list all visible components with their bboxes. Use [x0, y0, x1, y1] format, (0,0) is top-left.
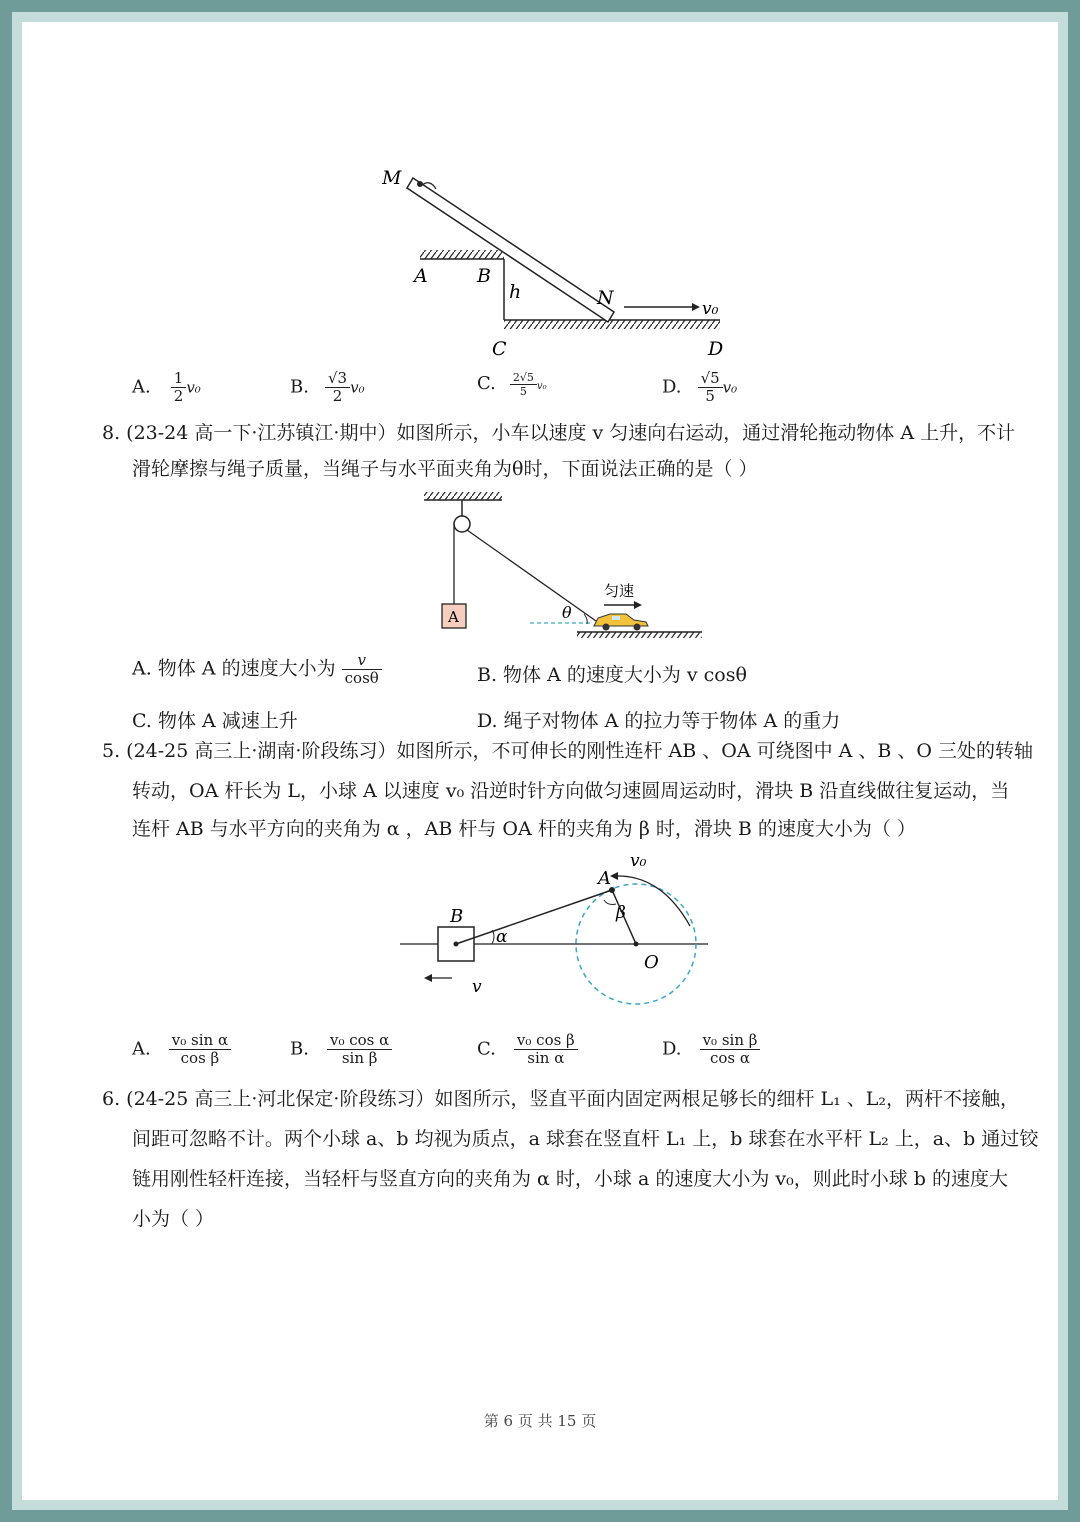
q7-option-a[interactable]: A. $\frac{1}{2}$ v₀	[132, 369, 201, 405]
q6-stem-line3: 链用刚性轻杆连接，当轻杆与竖直方向的夹角为 α 时，小球 a 的速度大小为 v₀，则此时小球 b 的速度大	[132, 1168, 1008, 1190]
q7-option-d[interactable]: D. $\frac{√5}{5}$ v₀	[662, 369, 738, 405]
label-A: A	[414, 265, 428, 287]
svg-text:β: β	[616, 903, 626, 923]
q8-option-a[interactable]: A. 物体 A 的速度大小为 $\frac{v}{\cos\theta}$	[132, 652, 382, 687]
svg-text:匀速: 匀速	[604, 582, 635, 600]
label-h: h	[509, 281, 522, 303]
linkage-figure	[392, 846, 722, 1026]
q5-option-a[interactable]: A. $\frac{\text{v₀ sin α}}{\text{cos β}}$	[132, 1032, 231, 1067]
svg-text:A: A	[598, 868, 611, 889]
pulley	[454, 516, 470, 532]
label-B: B	[477, 265, 491, 287]
document-page	[22, 22, 1058, 1500]
pulley-figure	[412, 488, 702, 638]
q5-option-c[interactable]: C. $\frac{\text{v₀ cos β}}{\text{sin α}}$	[477, 1032, 578, 1067]
q5-option-d[interactable]: D. $\frac{\text{v₀ sin β}}{\text{cos α}}$	[662, 1032, 760, 1067]
q5-stem-line2: 转动，OA 杆长为 L，小球 A 以速度 v₀ 沿逆时针方向做匀速圆周运动时，滑块 B 沿直线做往复运动，当	[132, 780, 1010, 802]
q5-option-b[interactable]: B. $\frac{\text{v₀ cos α}}{\text{sin β}}$	[290, 1032, 392, 1067]
q8-stem-line2: 滑轮摩擦与绳子质量，当绳子与水平面夹角为θ时，下面说法正确的是（ ）	[132, 458, 758, 480]
page-number: 第 6 页 共 15 页	[483, 1412, 597, 1430]
q6-stem-line1: 6. (24-25 高三上·河北保定·阶段练习）如图所示，竖直平面内固定两根足够长的细杆 L₁ 、L₂，两杆不接触，	[102, 1088, 1020, 1110]
q6-stem-line4: 小为（ ）	[132, 1208, 215, 1230]
label-C: C	[492, 338, 507, 360]
svg-text:A: A	[448, 608, 459, 626]
svg-text:O: O	[644, 952, 659, 973]
q7-option-c[interactable]: C. $\frac{2√5}{5}$ v₀	[477, 370, 547, 398]
q8-option-c[interactable]: C. 物体 A 减速上升	[132, 710, 298, 732]
q8-stem-line1: 8. (23-24 高一下·江苏镇江·期中）如图所示，小车以速度 v 匀速向右运动，通过滑轮拖动物体 A 上升，不计	[102, 422, 1016, 444]
q8-option-b[interactable]: B. 物体 A 的速度大小为 v cosθ	[477, 664, 747, 686]
car-icon	[594, 614, 648, 631]
label-v0: v₀	[702, 299, 719, 319]
ladder-figure	[352, 140, 772, 370]
svg-text:B: B	[450, 906, 464, 927]
svg-text:α: α	[496, 927, 508, 947]
svg-text:θ: θ	[562, 603, 572, 622]
label-D: D	[708, 338, 724, 360]
q5-stem-line3: 连杆 AB 与水平方向的夹角为 α ，AB 杆与 OA 杆的夹角为 β 时，滑块 B 的速度大小为（ ）	[132, 818, 916, 840]
q6-stem-line2: 间距可忽略不计。两个小球 a、b 均视为质点，a 球套在竖直杆 L₁ 上，b 球套在水平杆 L₂ 上，a、b 通过铰	[132, 1128, 1039, 1150]
q5-stem-line1: 5. (24-25 高三上·湖南·阶段练习）如图所示，不可伸长的刚性连杆 AB 、OA 可绕图中 A 、B 、O 三处的转轴	[102, 740, 1033, 762]
q8-option-d[interactable]: D. 绳子对物体 A 的拉力等于物体 A 的重力	[477, 710, 841, 732]
label-M: M	[382, 167, 402, 189]
svg-text:v₀: v₀	[630, 851, 647, 871]
q7-option-b[interactable]: B. $\frac{√3}{2}$ v₀	[290, 369, 365, 405]
label-N: N	[597, 287, 614, 309]
svg-text:v: v	[472, 977, 482, 997]
